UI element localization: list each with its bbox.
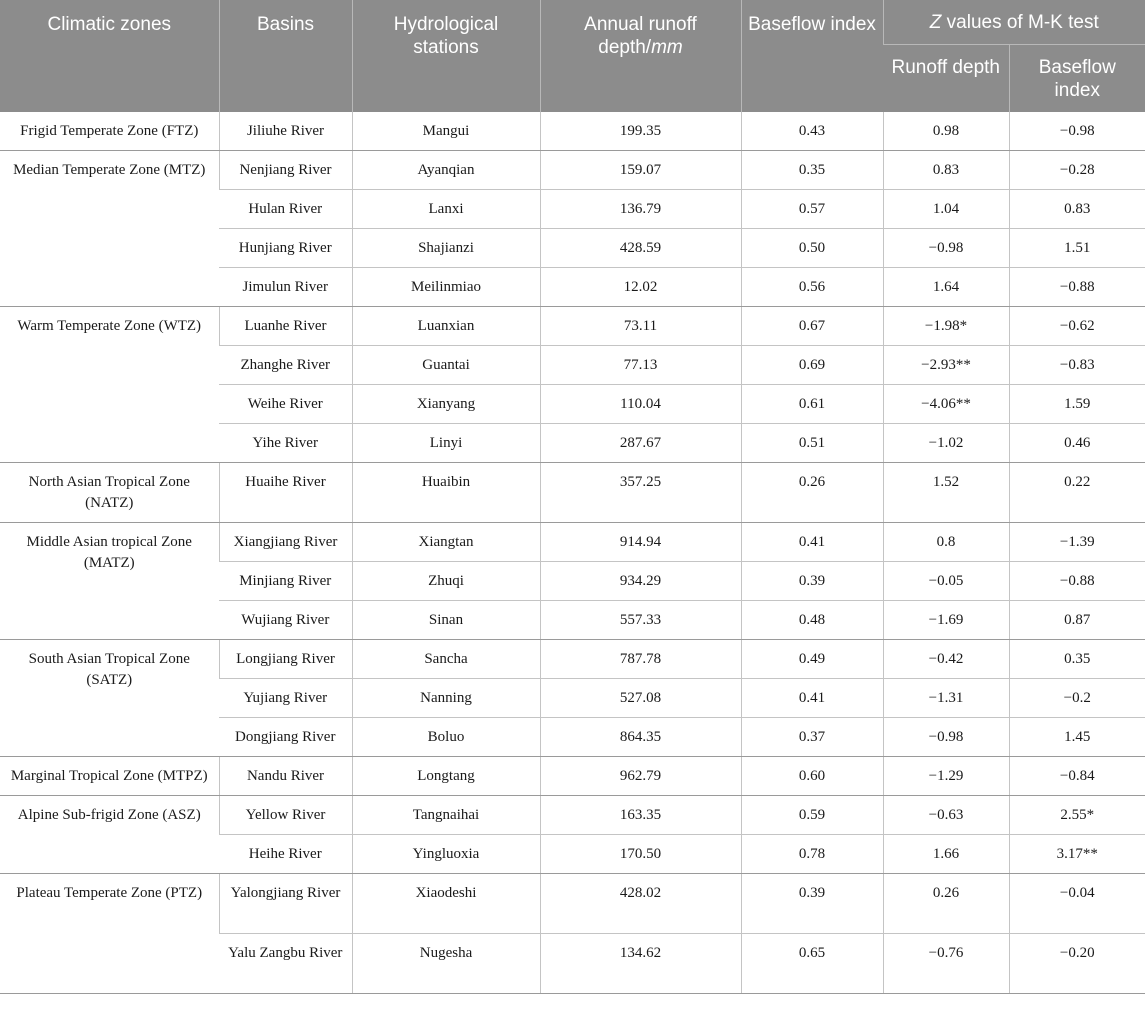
header-z-values [883, 0, 1145, 45]
baseflow-index-cell: 0.49 [741, 640, 883, 679]
z-runoff-cell: 0.8 [883, 523, 1009, 562]
baseflow-index-cell: 0.51 [741, 424, 883, 463]
basin-cell: Hulan River [219, 190, 352, 229]
climatic-zone-cell: Marginal Tropical Zone (MTPZ) [0, 757, 219, 796]
z-runoff-cell: −2.93** [883, 346, 1009, 385]
basin-cell: Hunjiang River [219, 229, 352, 268]
z-baseflow-cell: −0.2 [1009, 679, 1145, 718]
station-cell: Ayanqian [352, 151, 540, 190]
baseflow-index-cell: 0.48 [741, 601, 883, 640]
header-hydrological-stations: Hydrological stations [352, 0, 540, 112]
annual-runoff-label: Annual runoff depth/ [584, 14, 697, 58]
z-baseflow-cell: 0.83 [1009, 190, 1145, 229]
annual-runoff-cell: 787.78 [540, 640, 741, 679]
z-runoff-cell: −0.76 [883, 934, 1009, 994]
z-runoff-cell: 1.52 [883, 463, 1009, 523]
basin-cell: Yellow River [219, 796, 352, 835]
table-row [0, 463, 1145, 523]
annual-runoff-cell: 134.62 [540, 934, 741, 994]
z-runoff-cell: 1.64 [883, 268, 1009, 307]
annual-runoff-cell: 110.04 [540, 385, 741, 424]
station-cell: Sinan [352, 601, 540, 640]
basin-cell: Dongjiang River [219, 718, 352, 757]
basin-cell: Jimulun River [219, 268, 352, 307]
baseflow-index-cell: 0.50 [741, 229, 883, 268]
z-runoff-cell: −1.29 [883, 757, 1009, 796]
z-runoff-cell: −0.05 [883, 562, 1009, 601]
z-runoff-cell: −0.63 [883, 796, 1009, 835]
header-annual-runoff-depth [540, 0, 741, 112]
basin-cell: Nenjiang River [219, 151, 352, 190]
baseflow-index-cell: 0.39 [741, 562, 883, 601]
baseflow-index-cell: 0.57 [741, 190, 883, 229]
basin-cell: Zhanghe River [219, 346, 352, 385]
station-cell: Longtang [352, 757, 540, 796]
annual-runoff-cell: 77.13 [540, 346, 741, 385]
z-baseflow-cell: −0.20 [1009, 934, 1145, 994]
station-cell: Mangui [352, 112, 540, 151]
baseflow-index-cell: 0.41 [741, 679, 883, 718]
basin-cell: Luanhe River [219, 307, 352, 346]
z-baseflow-cell: −1.39 [1009, 523, 1145, 562]
annual-runoff-cell: 163.35 [540, 796, 741, 835]
z-runoff-cell: −4.06** [883, 385, 1009, 424]
basin-cell: Minjiang River [219, 562, 352, 601]
z-runoff-cell: −1.31 [883, 679, 1009, 718]
z-baseflow-cell: −0.62 [1009, 307, 1145, 346]
climatic-zone-cell: North Asian Tropical Zone (NATZ) [0, 463, 219, 523]
basin-cell: Yujiang River [219, 679, 352, 718]
annual-runoff-cell: 357.25 [540, 463, 741, 523]
annual-runoff-cell: 199.35 [540, 112, 741, 151]
station-cell: Linyi [352, 424, 540, 463]
z-runoff-cell: 1.66 [883, 835, 1009, 874]
climatic-zone-cell: South Asian Tropical Zone (SATZ) [0, 640, 219, 757]
header-climatic-zones: Climatic zones [0, 0, 219, 112]
annual-runoff-cell: 864.35 [540, 718, 741, 757]
z-runoff-cell: 0.98 [883, 112, 1009, 151]
station-cell: Nanning [352, 679, 540, 718]
table-row [0, 640, 1145, 679]
z-baseflow-cell: −0.88 [1009, 268, 1145, 307]
z-runoff-cell: −1.98* [883, 307, 1009, 346]
z-baseflow-cell: −0.88 [1009, 562, 1145, 601]
climatic-zone-cell: Middle Asian tropical Zone (MATZ) [0, 523, 219, 640]
station-cell: Sancha [352, 640, 540, 679]
table-row [0, 151, 1145, 190]
z-baseflow-cell: 1.45 [1009, 718, 1145, 757]
annual-runoff-cell: 428.59 [540, 229, 741, 268]
z-runoff-cell: −1.69 [883, 601, 1009, 640]
annual-runoff-cell: 12.02 [540, 268, 741, 307]
baseflow-index-cell: 0.65 [741, 934, 883, 994]
z-baseflow-cell: −0.84 [1009, 757, 1145, 796]
header-z-baseflow-index: Baseflow index [1009, 45, 1145, 113]
baseflow-index-cell: 0.78 [741, 835, 883, 874]
basin-cell: Longjiang River [219, 640, 352, 679]
station-cell: Shajianzi [352, 229, 540, 268]
station-cell: Luanxian [352, 307, 540, 346]
basin-cell: Heihe River [219, 835, 352, 874]
station-cell: Tangnaihai [352, 796, 540, 835]
climatic-zone-cell: Alpine Sub-frigid Zone (ASZ) [0, 796, 219, 874]
baseflow-index-cell: 0.67 [741, 307, 883, 346]
climatic-zone-cell: Frigid Temperate Zone (FTZ) [0, 112, 219, 151]
z-runoff-cell: −0.42 [883, 640, 1009, 679]
baseflow-index-cell: 0.56 [741, 268, 883, 307]
table-row [0, 112, 1145, 151]
climatic-zone-cell: Warm Temperate Zone (WTZ) [0, 307, 219, 463]
station-cell: Xiangtan [352, 523, 540, 562]
station-cell: Zhuqi [352, 562, 540, 601]
z-baseflow-cell: −0.83 [1009, 346, 1145, 385]
table-header [0, 0, 1145, 112]
baseflow-index-cell: 0.35 [741, 151, 883, 190]
annual-runoff-cell: 170.50 [540, 835, 741, 874]
z-baseflow-cell: 2.55* [1009, 796, 1145, 835]
baseflow-index-cell: 0.41 [741, 523, 883, 562]
annual-runoff-cell: 73.11 [540, 307, 741, 346]
z-symbol: Z [929, 12, 942, 33]
climatic-zone-cell: Median Temperate Zone (MTZ) [0, 151, 219, 307]
basin-cell: Yalu Zangbu River [219, 934, 352, 994]
z-baseflow-cell: 3.17** [1009, 835, 1145, 874]
climatic-zone-cell: Plateau Temperate Zone (PTZ) [0, 874, 219, 994]
baseflow-index-cell: 0.60 [741, 757, 883, 796]
basin-cell: Xiangjiang River [219, 523, 352, 562]
annual-runoff-cell: 557.33 [540, 601, 741, 640]
station-cell: Nugesha [352, 934, 540, 994]
baseflow-index-cell: 0.39 [741, 874, 883, 934]
annual-runoff-cell: 136.79 [540, 190, 741, 229]
annual-runoff-cell: 962.79 [540, 757, 741, 796]
table-body [0, 112, 1145, 994]
z-runoff-cell: 1.04 [883, 190, 1009, 229]
annual-runoff-cell: 428.02 [540, 874, 741, 934]
z-runoff-cell: 0.83 [883, 151, 1009, 190]
z-baseflow-cell: 0.46 [1009, 424, 1145, 463]
z-baseflow-cell: 0.87 [1009, 601, 1145, 640]
table-row [0, 874, 1145, 934]
station-cell: Lanxi [352, 190, 540, 229]
basin-cell: Wujiang River [219, 601, 352, 640]
baseflow-index-cell: 0.43 [741, 112, 883, 151]
baseflow-index-cell: 0.61 [741, 385, 883, 424]
z-baseflow-cell: −0.28 [1009, 151, 1145, 190]
z-baseflow-cell: 1.59 [1009, 385, 1145, 424]
header-basins: Basins [219, 0, 352, 112]
basin-cell: Weihe River [219, 385, 352, 424]
table-row [0, 523, 1145, 562]
station-cell: Guantai [352, 346, 540, 385]
z-baseflow-cell: 1.51 [1009, 229, 1145, 268]
basin-cell: Yalongjiang River [219, 874, 352, 934]
table-row [0, 307, 1145, 346]
table-row [0, 757, 1145, 796]
z-runoff-cell: −0.98 [883, 718, 1009, 757]
annual-runoff-cell: 287.67 [540, 424, 741, 463]
baseflow-index-cell: 0.69 [741, 346, 883, 385]
z-baseflow-cell: −0.04 [1009, 874, 1145, 934]
baseflow-index-cell: 0.26 [741, 463, 883, 523]
station-cell: Meilinmiao [352, 268, 540, 307]
annual-runoff-cell: 159.07 [540, 151, 741, 190]
basin-cell: Nandu River [219, 757, 352, 796]
z-baseflow-cell: 0.22 [1009, 463, 1145, 523]
station-cell: Yingluoxia [352, 835, 540, 874]
baseflow-index-cell: 0.59 [741, 796, 883, 835]
annual-runoff-cell: 934.29 [540, 562, 741, 601]
station-cell: Xiaodeshi [352, 874, 540, 934]
z-baseflow-cell: 0.35 [1009, 640, 1145, 679]
z-runoff-cell: −1.02 [883, 424, 1009, 463]
station-cell: Boluo [352, 718, 540, 757]
baseflow-index-cell: 0.37 [741, 718, 883, 757]
header-z-runoff-depth: Runoff depth [883, 45, 1009, 113]
basin-cell: Huaihe River [219, 463, 352, 523]
basin-cell: Jiliuhe River [219, 112, 352, 151]
annual-runoff-cell: 914.94 [540, 523, 741, 562]
basin-cell: Yihe River [219, 424, 352, 463]
z-runoff-cell: −0.98 [883, 229, 1009, 268]
header-baseflow-index: Baseflow index [741, 0, 883, 112]
annual-runoff-cell: 527.08 [540, 679, 741, 718]
annual-runoff-unit: mm [651, 37, 683, 58]
z-baseflow-cell: −0.98 [1009, 112, 1145, 151]
station-cell: Xianyang [352, 385, 540, 424]
z-values-label: values of M-K test [941, 12, 1099, 33]
station-cell: Huaibin [352, 463, 540, 523]
table-row [0, 796, 1145, 835]
z-runoff-cell: 0.26 [883, 874, 1009, 934]
